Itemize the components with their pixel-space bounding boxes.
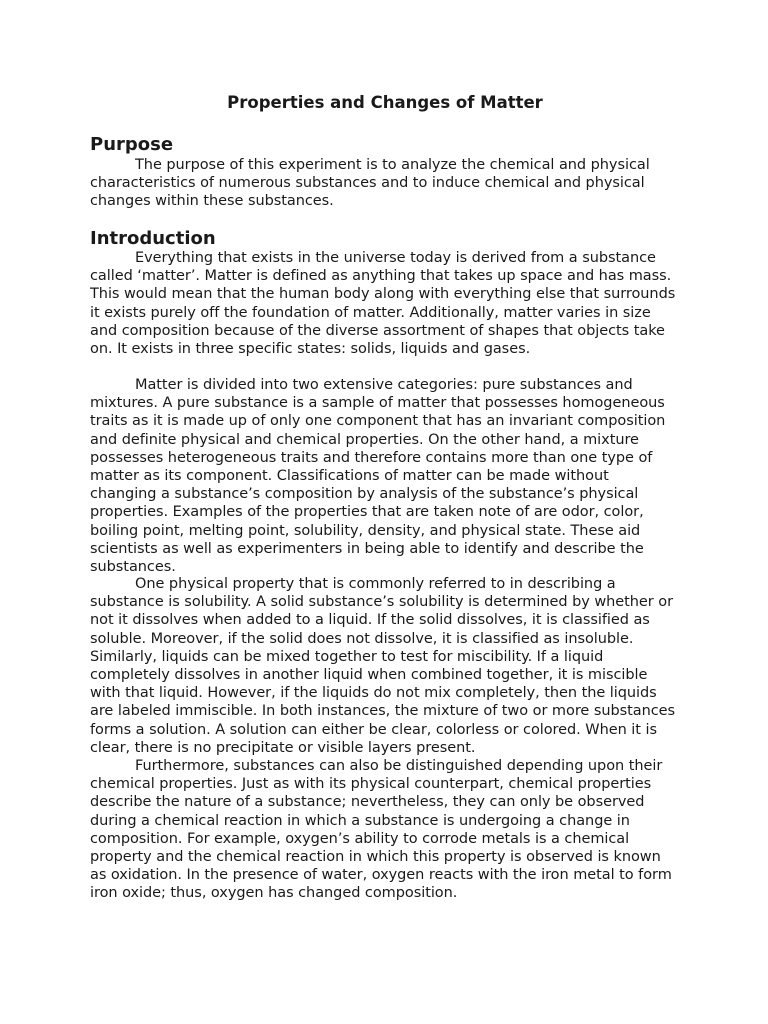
introduction-paragraph-4: Furthermore, substances can also be distinguished depending upon their chemical properties. Just as with its physical counterpart, chemical properties describe the nature of a substance; nevertheless, they can only be observed during a chemical reaction in which a substance is undergoing a change in composition. For example, oxygen’s ability to corrode metals is a chemical property and the chemical reaction in which this property is observed is known as oxidation. In the presence of water, oxygen reacts with the iron metal to form iron oxide; thus, oxygen has changed composition. <box>90 758 672 902</box>
introduction-paragraph-2: Matter is divided into two extensive categories: pure substances and mixtures. A pure substance is a sample of matter that possesses homogeneous traits as it is made up of only one component that has an invariant composition and definite physical and chemical properties. On the other hand, a mixture possesses heterogeneous traits and therefore contains more than one type of matter as its component. Classifications of matter can be made without changing a substance’s composition by analysis of the substance’s physical properties. Examples of the properties that are taken note of are odor, color, boiling point, melting point, solubility, density, and physical state. These aid scientists as well as experimenters in being able to identify and describe the substances. <box>90 377 666 576</box>
section-heading-introduction: Introduction <box>90 228 216 249</box>
document-title: Properties and Changes of Matter <box>227 93 543 112</box>
section-heading-purpose: Purpose <box>90 134 174 155</box>
introduction-paragraph-3: One physical property that is commonly referred to in describing a substance is solubility. A solid substance’s solubility is determined by whether or not it dissolves when added to a liquid. If the solid dissolves, it is classified as soluble. Moreover, if the solid does not dissolve, it is classified as insoluble. Similarly, liquids can be mixed together to test for miscibility. If a liquid completely dissolves in another liquid when combined together, it is miscible with that liquid. However, if the liquids do not mix completely, then the liquids are labeled immiscible. In both instances, the mixture of two or more substances forms a solution. A solution can either be clear, colorless or colored. When it is clear, there is no precipitate or visible layers present. <box>90 576 676 756</box>
purpose-paragraph: The purpose of this experiment is to analyze the chemical and physical characteristics of numerous substances and to induce chemical and physical changes within these substances. <box>90 157 650 210</box>
introduction-paragraph-1: Everything that exists in the universe today is derived from a substance called ‘matter’. Matter is defined as anything that takes up space and has mass. This would mean that the human body along with everything else that surrounds it exists purely off the foundation of matter. Additionally, matter varies in size and composition because of the diverse assortment of shapes that objects take on. It exists in three specific states: solids, liquids and gases. <box>90 250 676 358</box>
